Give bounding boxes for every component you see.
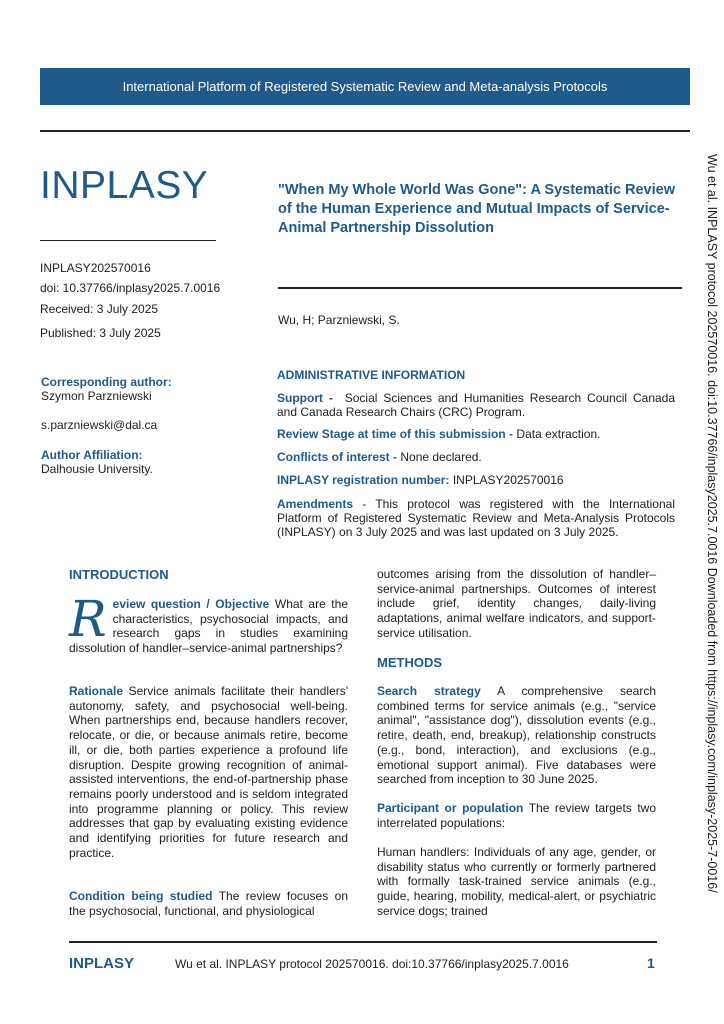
condition-text: The review focuses on the psychosocial, functional, and physiological bbox=[69, 889, 348, 918]
title-rule bbox=[278, 287, 682, 289]
authors: Wu, H; Parzniewski, S. bbox=[278, 313, 400, 327]
amendments-block bbox=[277, 497, 675, 539]
doi-text[interactable]: doi: 10.37766/inplasy2025.7.0016 bbox=[40, 281, 221, 295]
review-question-text: What are the characteristics, psychosocial impacts, and research gaps in studies examining dissolution of handler–service-animal partnerships? bbox=[69, 597, 348, 656]
rationale-label: Rationale bbox=[69, 684, 124, 698]
participant-label: Participant or population bbox=[377, 801, 524, 815]
banner-text: International Platform of Registered Systematic Review and Meta-analysis Protocols bbox=[122, 79, 608, 94]
stage-text: Data extraction. bbox=[516, 427, 601, 441]
condition-paragraph bbox=[69, 889, 348, 918]
review-question-label: eview question / Objective bbox=[112, 597, 270, 611]
footer-rule bbox=[69, 941, 657, 943]
introduction-heading: INTRODUCTION bbox=[69, 567, 169, 582]
amendments-text: - This protocol was registered with the International Platform of Registered Systematic Review and Meta-Analysis Protocols (INPLASY) on 3 July 2025 and was last updated on 3 July 2025. bbox=[277, 497, 675, 539]
condition-label: Condition being studied bbox=[69, 889, 213, 903]
handlers-paragraph: Human handlers: Individuals of any age, gender, or disability status who currently or formerly partnered with formally task-trained service animals (e.g., guide, hearing, mobility, medical-alert, or psychiatric service dogs; trained bbox=[377, 845, 656, 918]
side-citation-text[interactable]: Wu et al. INPLASY protocol 202570016. doi:10.37766/inplasy2025.7.0016 Downloaded from https://inplasy.com/inplasy-2025-7-0016/ bbox=[705, 154, 719, 893]
participant-text: The review targets two interrelated populations: bbox=[377, 801, 656, 830]
stage-block bbox=[277, 427, 675, 441]
inplasy-logo: INPLASY bbox=[40, 164, 209, 207]
amendments-label: Amendments bbox=[277, 497, 354, 511]
corresponding-name: Szymon Parzniewski bbox=[41, 389, 152, 403]
conflicts-text: None declared. bbox=[400, 450, 482, 464]
stage-label: Review Stage at time of this submission - bbox=[277, 427, 514, 441]
received-date: Received: 3 July 2025 bbox=[40, 302, 159, 316]
footer-logo: INPLASY bbox=[69, 955, 135, 972]
rationale-paragraph bbox=[69, 684, 348, 860]
regnum-block bbox=[277, 473, 675, 487]
regnum-text: INPLASY202570016 bbox=[452, 473, 564, 487]
regnum-label: INPLASY registration number: bbox=[277, 473, 450, 487]
footer-citation: Wu et al. INPLASY protocol 202570016. doi:10.37766/inplasy2025.7.0016 bbox=[175, 957, 569, 971]
top-rule bbox=[40, 130, 690, 132]
rationale-text: Service animals facilitate their handlers' autonomy, safety, and psychosocial well-being. When partnerships end, because handlers recover, relocate, or die, or because animals retire, become ill, or die, both parties experience a profound life disruption. Despite growing recognition of animal-assisted interventions, the end-of-partnership phase remains poorly understood and is seldom integrated into programme planning or policy. This review addresses that gap by evaluating existing evidence and identifying priorities for future research and practice. bbox=[69, 684, 348, 860]
header-banner bbox=[40, 68, 690, 105]
affiliation-label: Author Affiliation: bbox=[41, 448, 143, 462]
methods-heading: METHODS bbox=[377, 655, 442, 670]
condition-continued-paragraph: outcomes arising from the dissolution of handler–service-animal partnerships. Outcomes of interest include grief, identity changes, daily-living adaptations, animal welfare indicators, and support-service utilisation. bbox=[377, 567, 656, 640]
support-label: Support - bbox=[277, 391, 333, 405]
email-link[interactable]: s.parzniewski@dal.ca bbox=[41, 418, 158, 432]
registration-id: INPLASY202570016 bbox=[40, 261, 151, 275]
page-number: 1 bbox=[647, 955, 655, 971]
search-strategy-text: A comprehensive search combined terms for service animals (e.g., "service animal", "assistance dog"), dissolution events (e.g., retire, death, end, breakup), relationship constructs (e.g., bond, interaction), and exclusions (e.g., emotional support animal). Five databases were searched from inception to 30 June 2025. bbox=[377, 684, 656, 787]
participant-paragraph bbox=[377, 801, 656, 830]
conflicts-block bbox=[277, 450, 675, 464]
published-date: Published: 3 July 2025 bbox=[40, 326, 161, 340]
review-question-paragraph bbox=[69, 590, 348, 656]
dropcap-letter: R bbox=[69, 590, 107, 648]
side-citation bbox=[702, 154, 722, 893]
affiliation-text: Dalhousie University. bbox=[41, 462, 153, 476]
admin-heading: ADMINISTRATIVE INFORMATION bbox=[277, 368, 466, 382]
support-text: Social Sciences and Humanities Research Council Canada and Canada Research Chairs (CRC) Program. bbox=[277, 391, 676, 419]
search-strategy-label: Search strategy bbox=[377, 684, 481, 698]
support-block bbox=[277, 391, 675, 419]
logo-rule bbox=[40, 240, 216, 241]
conflicts-label: Conflicts of interest - bbox=[277, 450, 398, 464]
article-title: "When My Whole World Was Gone": A Systematic Review of the Human Experience and Mutual Impacts of Service-Animal Partnership Dissolution bbox=[278, 182, 675, 236]
corresponding-label: Corresponding author: bbox=[41, 375, 172, 389]
search-strategy-paragraph bbox=[377, 684, 656, 787]
